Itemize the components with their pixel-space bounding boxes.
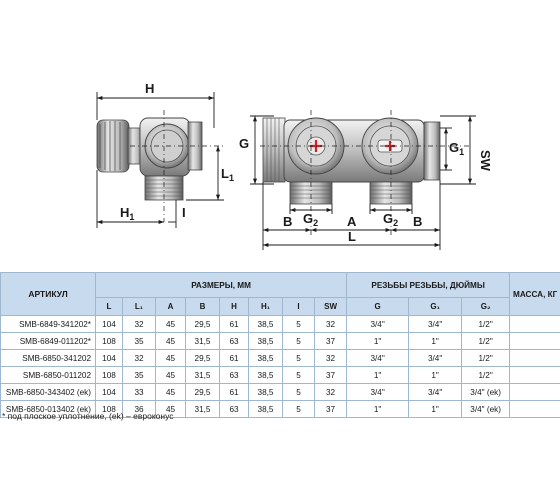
dim-label-l: L (348, 229, 356, 244)
table-cell: 5 (283, 401, 315, 418)
table-cell: 31,5 (186, 367, 220, 384)
table-cell: 3/4" (ek) (462, 384, 510, 401)
table-cell: 63 (220, 401, 249, 418)
dim-label-l1: $L_1$ (221, 166, 234, 183)
article-cell: SMB-6850-341202 (1, 350, 96, 367)
table-cell: 45 (156, 333, 186, 350)
table-cell: 108 (96, 333, 123, 350)
table-cell: 61 (220, 350, 249, 367)
table-cell: 36 (123, 401, 156, 418)
table-cell: 38,5 (249, 316, 283, 333)
table-cell: 5 (283, 333, 315, 350)
table-cell: 32 (123, 350, 156, 367)
table-cell: 45 (156, 384, 186, 401)
table-cell: 37 (315, 333, 347, 350)
table-cell: 29,5 (186, 384, 220, 401)
table-cell (510, 401, 560, 418)
table-cell: 3/4" (409, 384, 462, 401)
table-cell: 37 (315, 401, 347, 418)
column-header: G₁ (409, 298, 462, 316)
footnote: * под плоское уплотнение, (ek) – евроконус (2, 411, 174, 421)
table-cell (510, 384, 560, 401)
dim-label-g2-left: $G_2$ (303, 211, 319, 228)
dim-label-a: A (347, 214, 357, 229)
table-cell: 1" (409, 401, 462, 418)
table-row (1, 333, 560, 350)
dim-label-i: I (182, 205, 186, 220)
table-cell: 1/2" (462, 316, 510, 333)
spec-table (0, 272, 560, 418)
table-cell: 5 (283, 316, 315, 333)
table-cell: 63 (220, 333, 249, 350)
side-view (97, 81, 234, 228)
column-header: A (156, 298, 186, 316)
table-cell: 104 (96, 350, 123, 367)
table-cell: 3/4" (ek) (462, 401, 510, 418)
table-cell: 37 (315, 367, 347, 384)
table-cell: 5 (283, 384, 315, 401)
dim-label-h1: $H_1$ (120, 205, 135, 222)
table-cell: 63 (220, 367, 249, 384)
article-cell: SMB-6850-011202 (1, 367, 96, 384)
header-sizes: РАЗМЕРЫ, ММ (96, 273, 347, 298)
table-cell: 45 (156, 367, 186, 384)
header-mass: МАССА, КГ (510, 273, 560, 316)
header-article: АРТИКУЛ (1, 273, 96, 316)
table-cell: 3/4" (347, 316, 409, 333)
dim-label-g: G (239, 136, 250, 151)
table-cell: 32 (315, 316, 347, 333)
table-cell: 33 (123, 384, 156, 401)
article-cell: SMB-6849-011202* (1, 333, 96, 350)
article-cell: SMB-6849-341202* (1, 316, 96, 333)
table-cell: 31,5 (186, 401, 220, 418)
table-cell: 38,5 (249, 401, 283, 418)
table-cell: 61 (220, 384, 249, 401)
table-row (1, 384, 560, 401)
column-header: L (96, 298, 123, 316)
table-cell: 35 (123, 333, 156, 350)
knob-body (97, 120, 129, 172)
column-header: G (347, 298, 409, 316)
dim-label-g2-right: $G_2$ (383, 211, 399, 228)
table-cell: 1" (347, 401, 409, 418)
table-cell: 1/2" (462, 333, 510, 350)
table-cell: 38,5 (249, 367, 283, 384)
table-cell (510, 316, 560, 333)
table-cell: 32 (315, 384, 347, 401)
table-cell: 38,5 (249, 384, 283, 401)
table-cell: 108 (96, 401, 123, 418)
dim-label-sw: SW (478, 150, 493, 171)
column-header: L₁ (123, 298, 156, 316)
header-threads: РЕЗЬБЫ РЕЗЬБЫ, ДЮЙМЫ (347, 273, 510, 298)
table-cell: 1" (347, 367, 409, 384)
table-cell: 1/2" (462, 350, 510, 367)
column-header: G₂ (462, 298, 510, 316)
column-header: B (186, 298, 220, 316)
table-cell: 1" (409, 333, 462, 350)
table-cell: 32 (123, 316, 156, 333)
table-cell: 3/4" (347, 384, 409, 401)
table-cell: 29,5 (186, 350, 220, 367)
column-header: H₁ (249, 298, 283, 316)
column-header: H (220, 298, 249, 316)
dim-label-h: H (145, 81, 155, 96)
table-cell: 29,5 (186, 316, 220, 333)
dim-label-b-right: B (413, 214, 423, 229)
table-row (1, 350, 560, 367)
table-cell: 1" (409, 367, 462, 384)
column-header: SW (315, 298, 347, 316)
table-cell: 108 (96, 367, 123, 384)
table-cell: 61 (220, 316, 249, 333)
table-cell: 1" (347, 333, 409, 350)
table-cell: 35 (123, 367, 156, 384)
table-cell: 45 (156, 401, 186, 418)
table-cell: 1/2" (462, 367, 510, 384)
table-cell: 3/4" (347, 350, 409, 367)
table-row (1, 316, 560, 333)
table-cell: 31,5 (186, 333, 220, 350)
table-cell (510, 367, 560, 384)
table-cell: 5 (283, 350, 315, 367)
table-cell: 104 (96, 384, 123, 401)
table-cell: 5 (283, 367, 315, 384)
article-cell: SMB-6850-343402 (ek) (1, 384, 96, 401)
table-cell (510, 333, 560, 350)
table-cell: 45 (156, 350, 186, 367)
table-cell (510, 350, 560, 367)
dim-label-b-left: B (283, 214, 293, 229)
table-cell: 104 (96, 316, 123, 333)
table-cell: 32 (315, 350, 347, 367)
table-cell: 3/4" (409, 316, 462, 333)
table-cell: 38,5 (249, 333, 283, 350)
table-cell: 3/4" (409, 350, 462, 367)
table-cell: 38,5 (249, 350, 283, 367)
front-view (239, 110, 493, 250)
table-row (1, 367, 560, 384)
column-header: I (283, 298, 315, 316)
table-cell: 45 (156, 316, 186, 333)
article-cell: SMB-6850-013402 (ek) (1, 401, 96, 418)
dim-label-g1: $G_1$ (449, 140, 465, 157)
